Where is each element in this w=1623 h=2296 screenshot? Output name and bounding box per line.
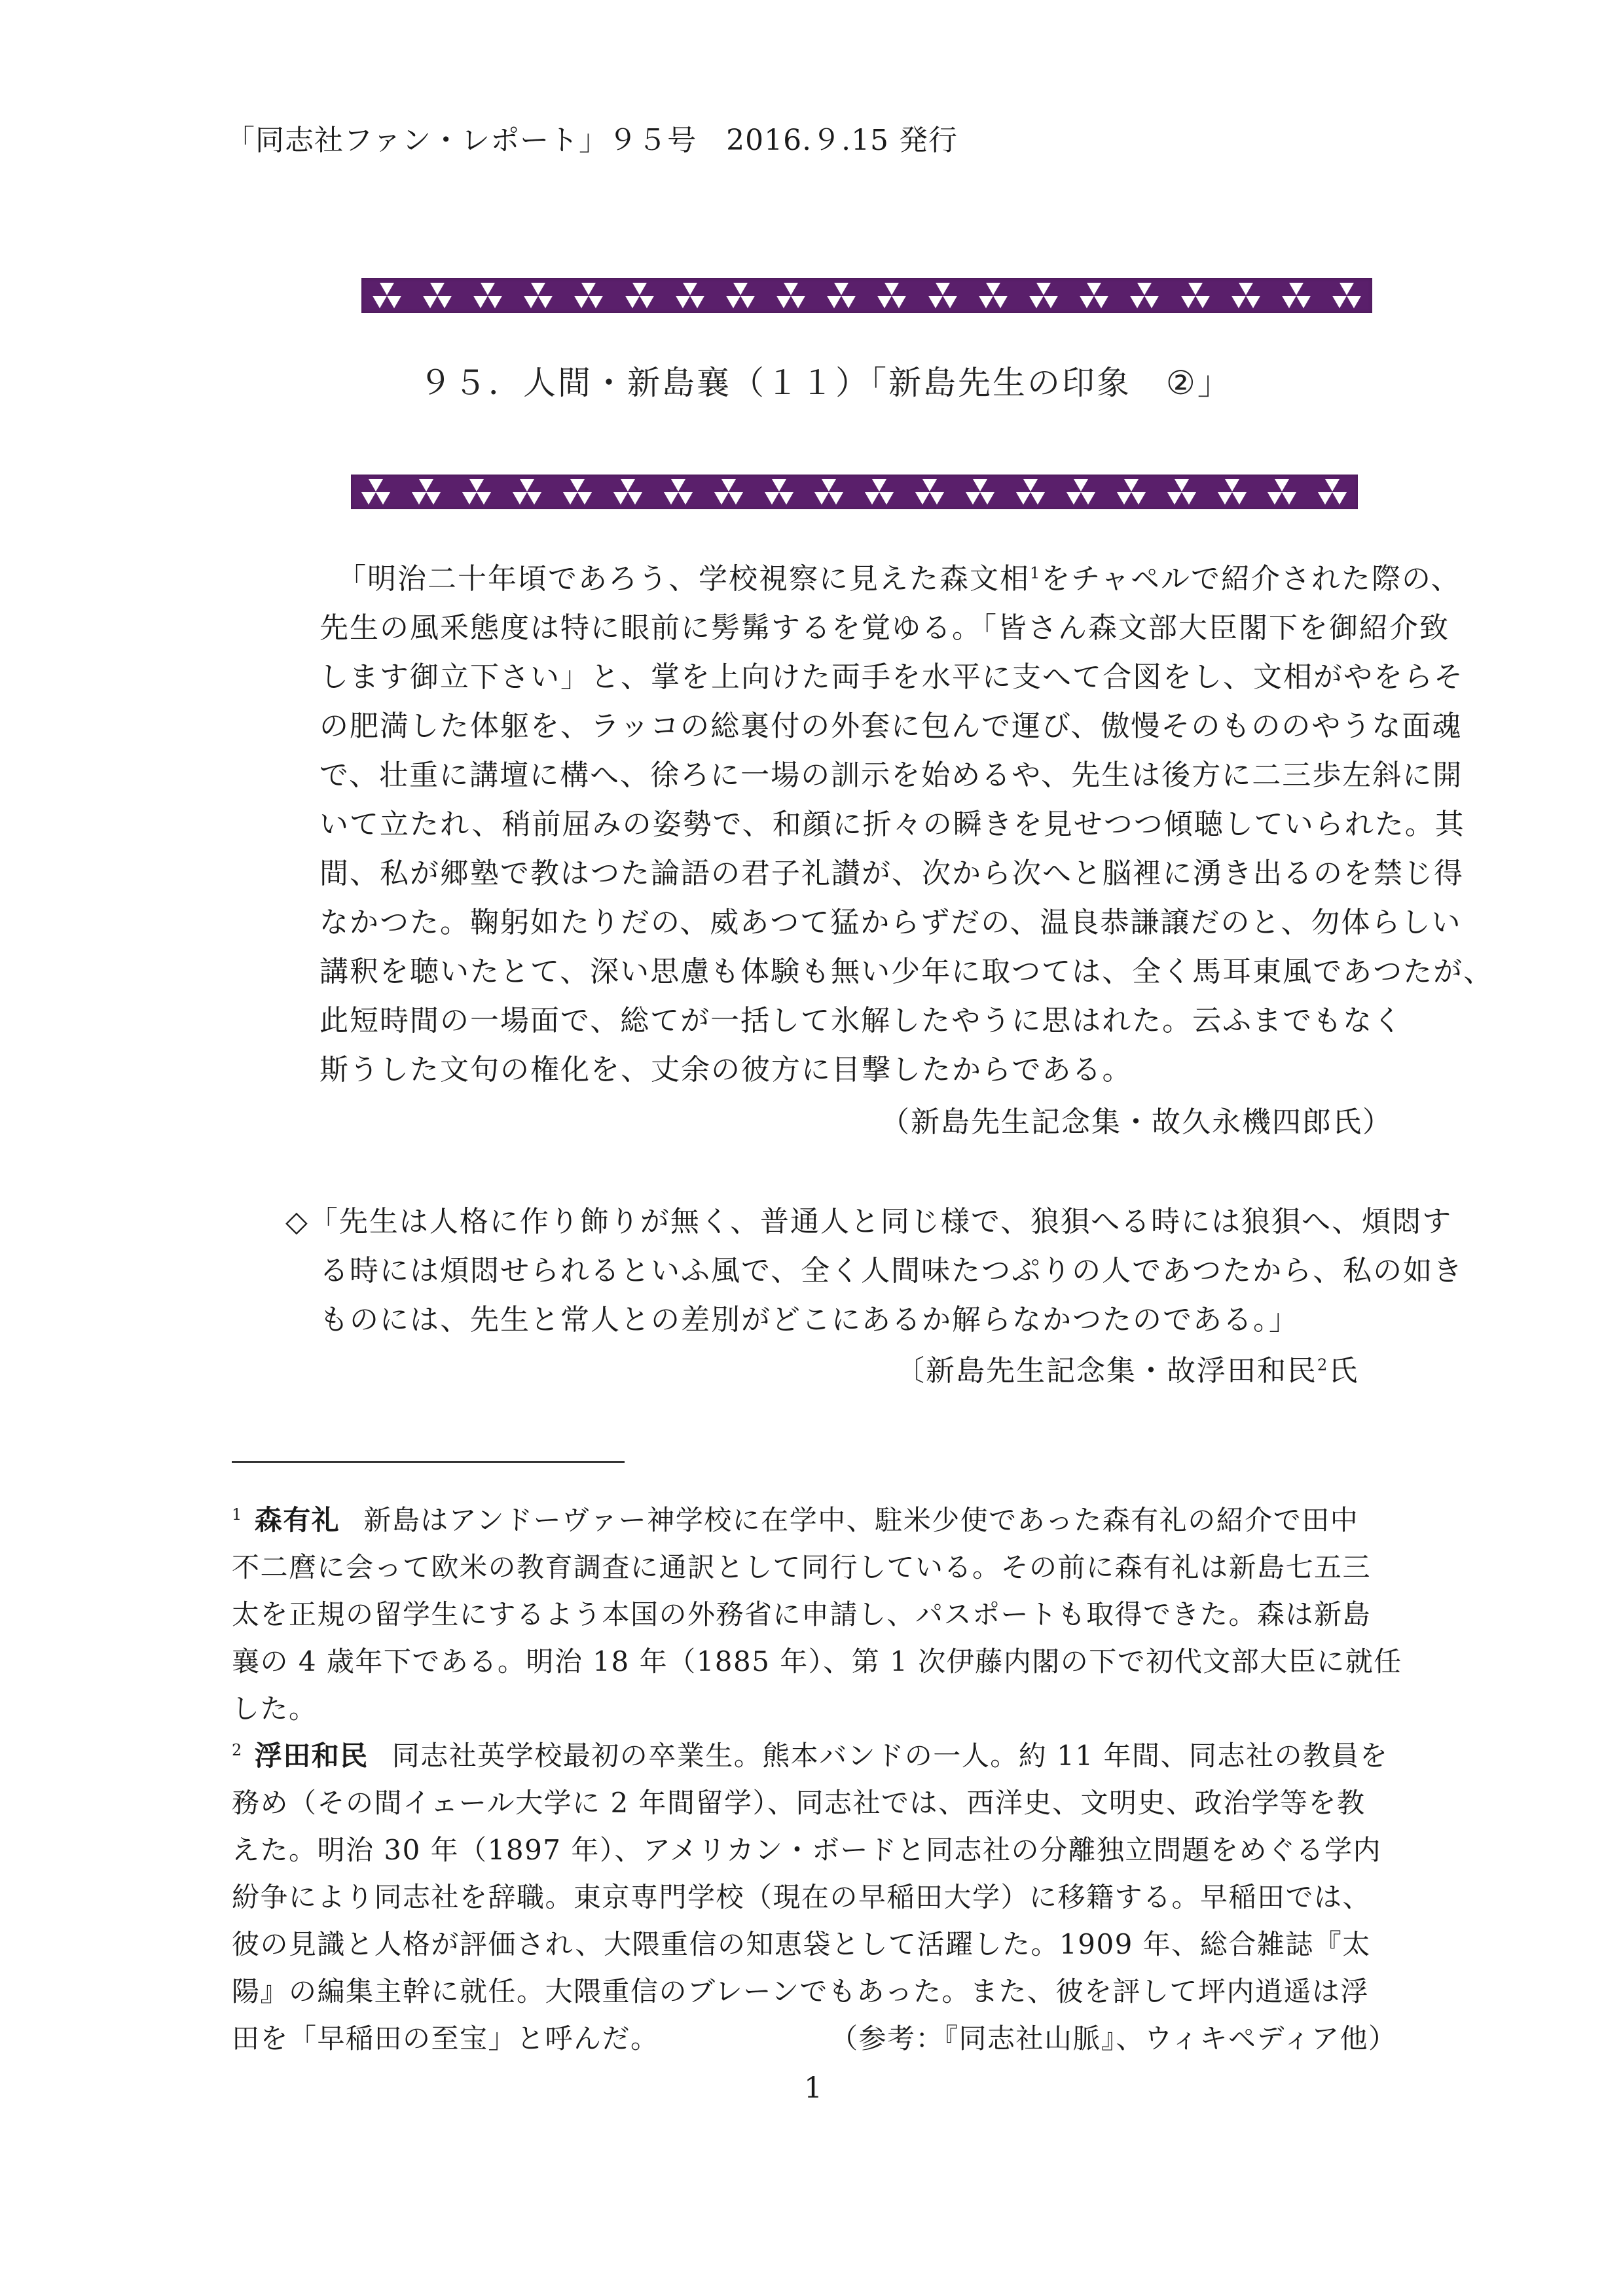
triple-triangle-icon [1217,479,1247,505]
triple-triangle-icon [523,283,553,309]
triple-triangle-icon [512,479,542,505]
triple-triangle-icon [462,479,492,505]
triple-triangle-icon [1317,479,1347,505]
triple-triangle-icon [1281,283,1311,309]
triple-triangle-icon [764,479,794,505]
quote-line: の肥満した体躯を、ラッコの総裏付の外套に包んで運び、傲慢そのもののやうな面魂 [319,709,1463,743]
quote-line [285,1198,1452,1240]
citation-1: （新島先生記念集・故久永機四郎氏） [881,1105,1393,1139]
quote-text: 「先生は人格に作り飾りが無く、普通人と同じ様で、狼狽へる時には狼狽へ、煩悶す [308,1205,1453,1238]
footnote-line: 田を「早稲田の至宝」と呼んだ。 [232,2022,659,2054]
triple-triangle-icon [725,283,756,309]
citation-text: 氏 [1328,1354,1359,1388]
triple-triangle-icon [1129,283,1159,309]
quote-line: なかつた。鞠躬如たりだの、威あつて猛からずだの、温良恭謙譲だのと、勿体らしい [319,906,1462,939]
triple-triangle-icon [1267,479,1297,505]
decorative-banner-top [361,278,1372,313]
footnote-text: 新島はアンドーヴァー神学校に在学中、駐米少使であった森有礼の紹介で田中 [363,1504,1359,1536]
footnote-line: えた。明治 30 年（1897 年）、アメリカン・ボードと同志社の分離独立問題をめぐる学内 [232,1834,1381,1866]
triple-triangle-icon [965,479,995,505]
reference-note: （参考：『同志社山脈』、ウィキペディア他） [830,2022,1397,2054]
footnote-heading: 森有礼 [254,1504,340,1536]
article-title: ９５．人間・新島襄（１１）「新島先生の印象 ②」 [419,364,1232,402]
triple-triangle-icon [613,479,643,505]
triple-triangle-icon [574,283,604,309]
footnote-line [232,1734,1388,1774]
quote-line: します御立下さい」と、掌を上向けた両手を水平に支へて合図をし、文相がやをらそ [319,660,1464,694]
footnote-line: 襄の 4 歳年下である。明治 18 年（1885 年）、第 1 次伊藤内閣の下で初代文部大臣に就任 [232,1645,1402,1677]
quote-line: 此短時間の一場面で、総てが一括して氷解したやうに思はれた。云ふまでもなく [319,1004,1404,1037]
quote-text: 「明治二十年頃であろう、学校視察に見えた森文相 [337,562,1030,596]
triple-triangle-icon [1015,479,1046,505]
footnote-line: 不二麿に会って欧米の教育調査に通訳として同行している。その前に森有礼は新島七五三 [232,1551,1372,1583]
footnote-line: 太を正規の留学生にするよう本国の外務省に申請し、パスポートも取得できた。森は新島 [232,1598,1372,1630]
footnote-line: した。 [232,1693,318,1725]
triple-triangle-icon [776,283,806,309]
triple-triangle-icon [663,479,693,505]
triple-triangle-icon [814,479,844,505]
footnote-number: 1 [232,1505,243,1524]
footnote-number: 2 [232,1741,243,1759]
triple-triangle-icon [562,479,593,505]
triple-triangle-icon [915,479,945,505]
footnote-ref-2[interactable]: 2 [1317,1355,1329,1374]
footnote-line: 紛争により同志社を辞職。東京専門学校（現在の早稲田大学）に移籍する。早稲田では、 [232,1881,1372,1913]
quote-line: 講釈を聴いたとて、深い思慮も体験も無い少年に取つては、全く馬耳東風であつたが、 [319,955,1494,988]
newsletter-header: 「同志社ファン・レポート」９５号 2016.９.15 発行 [226,124,958,157]
triple-triangle-icon [877,283,907,309]
triple-triangle-icon [1116,479,1146,505]
triple-triangle-icon [1066,479,1096,505]
quote-line: いて立たれ、稍前屈みの姿勢で、和顔に折々の瞬きを見せつつ傾聴していられた。其 [319,808,1465,841]
triple-triangle-icon [422,283,452,309]
footnote-heading: 浮田和民 [254,1740,369,1772]
decorative-banner-bottom [351,475,1358,509]
triple-triangle-icon [473,283,503,309]
quote-line: で、壮重に講壇に構へ、徐ろに一場の訓示を始めるや、先生は後方に二三歩左斜に開 [319,759,1463,792]
triple-triangle-icon [675,283,705,309]
triple-triangle-icon [1231,283,1261,309]
quote-line: 先生の風釆態度は特に眼前に髣髴するを覚ゆる。「皆さん森文部大臣閣下を御紹介致 [319,611,1450,645]
triple-triangle-icon [1167,479,1197,505]
triple-triangle-icon [1029,283,1059,309]
footnote-line [232,1499,1359,1538]
footnote-text: 同志社英学校最初の卒業生。熊本バンドの一人。約 11 年間、同志社の教員を [392,1740,1389,1772]
footnote-line: 務め（その間イェール大学に 2 年間留学）、同志社では、西洋史、文明史、政治学等を教 [232,1787,1366,1819]
footnote-ref-1[interactable]: 1 [1030,564,1042,583]
triple-triangle-icon [1079,283,1109,309]
triple-triangle-icon [714,479,744,505]
triple-triangle-icon [826,283,856,309]
footnote-separator [232,1461,625,1463]
quote-line [337,555,1461,597]
triple-triangle-icon [928,283,958,309]
quote-line: 斯うした文句の権化を、丈余の彼方に目撃したからである。 [319,1053,1133,1086]
citation-text: 〔新島先生記念集・故浮田和民 [896,1354,1317,1388]
page-number: 1 [804,2072,822,2105]
triple-triangle-icon [978,283,1008,309]
triple-triangle-icon [361,479,391,505]
triple-triangle-icon [1332,283,1362,309]
triple-triangle-icon [864,479,894,505]
triple-triangle-icon [625,283,655,309]
quote-line: る時には煩悶せられるといふ風で、全く人間味たつぷりの人であつたから、私の如き [319,1254,1464,1287]
footnote-line: 彼の見識と人格が評価され、大隈重信の知恵袋として活躍した。1909 年、総合雑誌『太 [232,1928,1371,1960]
triple-triangle-icon [372,283,402,309]
footnote-line: 陽』の編集主幹に就任。大隈重信のブレーンでもあった。また、彼を評して坪内逍遥は浮 [232,1975,1370,2007]
triple-triangle-icon [411,479,441,505]
quote-line: ものには、先生と常人との差別がどこにあるか解らなかつたのである。」 [319,1303,1299,1336]
quote-line: 間、私が郷塾で教はつた論語の君子礼讃が、次から次へと脳裡に湧き出るのを禁じ得 [319,857,1464,890]
citation-2 [896,1347,1359,1389]
quote-text: をチャペルで紹介された際の、 [1041,562,1461,596]
triple-triangle-icon [1180,283,1211,309]
diamond-bullet-icon: ◇ [285,1205,309,1238]
